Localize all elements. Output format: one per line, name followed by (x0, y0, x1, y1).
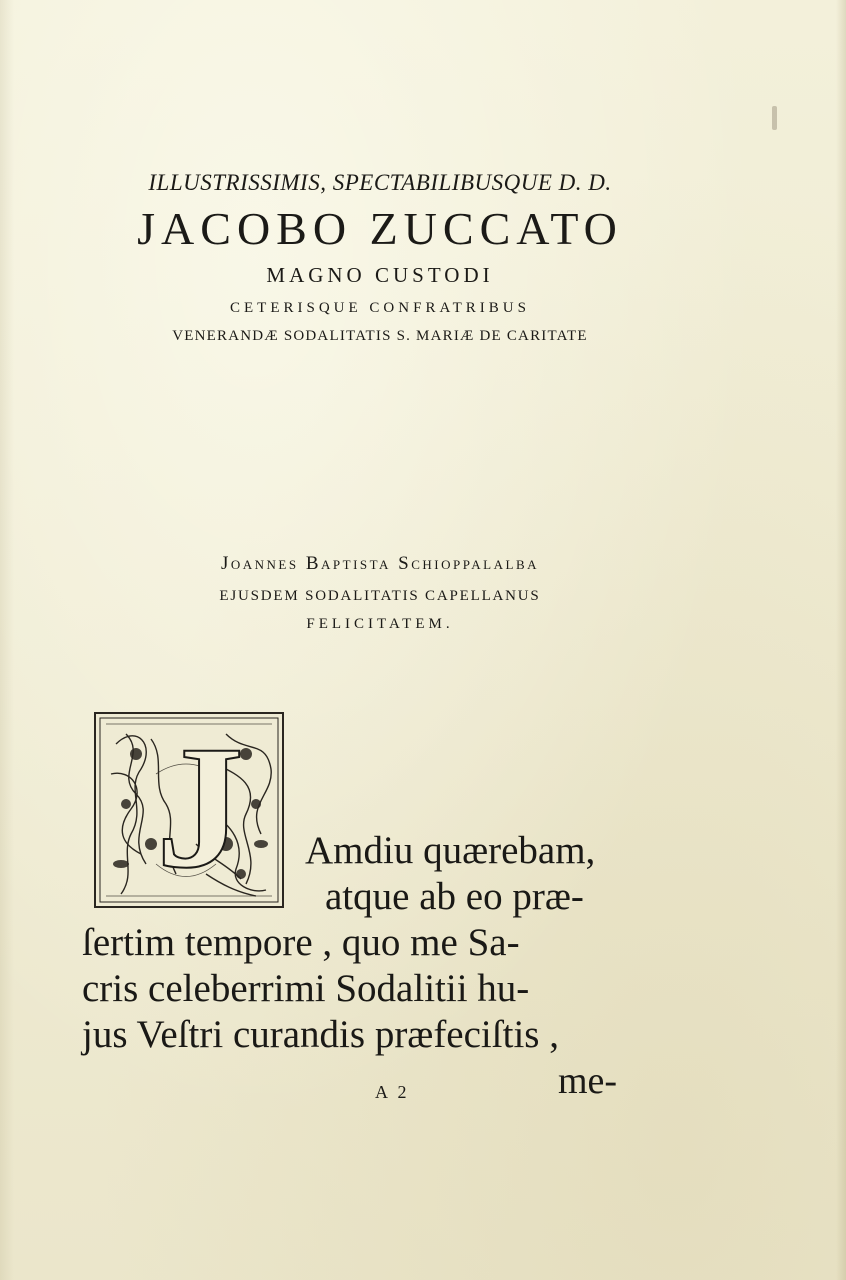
signature-mark: A 2 (375, 1082, 410, 1102)
body-line: cris celeberrimi Sodalitii hu- (82, 967, 530, 1010)
body-line: ſertim tempore , quo me Sa- (82, 921, 520, 964)
author-name: Joannes Baptista Schioppalalba (220, 553, 540, 574)
body-line: atque ab eo præ- (325, 875, 584, 918)
sodality-name: VENERANDÆ SODALITATIS S. MARIÆ DE CARITATE (172, 328, 588, 344)
author-role: EJUSDEM SODALITATIS CAPELLANUS (219, 588, 541, 604)
confraternity-line: CETERISQUE CONFRATRIBUS (230, 300, 530, 316)
body-line: jus Veſtri curandis præfeciſtis , (82, 1013, 559, 1056)
author-block (80, 552, 680, 634)
greeting: FELICITATEM. (306, 616, 454, 632)
dedication-header (80, 168, 680, 346)
body-line: Amdiu quærebam, (305, 829, 596, 872)
page-edge-shadow-right (836, 0, 846, 1280)
dedicatee-name: JACOBO ZUCCATO (137, 203, 623, 254)
page-edge-shadow-left (0, 0, 14, 1280)
initial-letter: J (156, 710, 244, 905)
paper-blemish (772, 106, 777, 130)
dedicatee-title: MAGNO CUSTODI (266, 263, 494, 287)
dedication-line: ILLUSTRISSIMIS, SPECTABILIBUSQUE D. D. (148, 170, 612, 195)
catchword: me- (558, 1060, 618, 1102)
decorated-initial (94, 712, 284, 908)
